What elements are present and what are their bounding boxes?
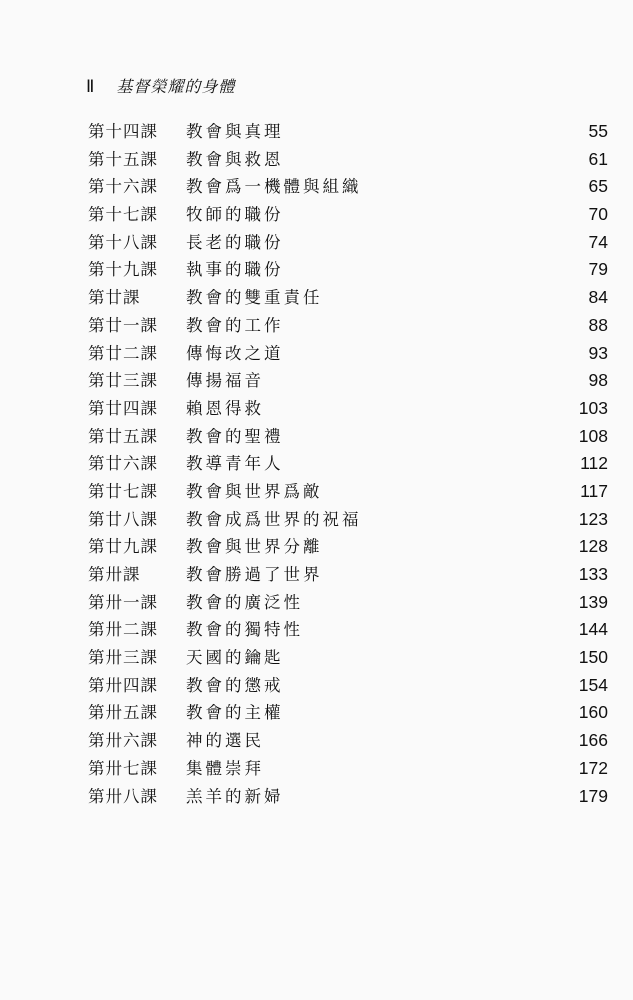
lesson-title: 羔羊的新婦 bbox=[186, 786, 284, 806]
lesson-title: 傳揚福音 bbox=[186, 371, 264, 391]
lesson-title: 執事的職份 bbox=[186, 260, 284, 280]
toc-entry bbox=[88, 340, 608, 368]
page-number: 128 bbox=[578, 536, 608, 557]
page-number: 93 bbox=[588, 342, 608, 363]
lesson-number: 第廿六課 bbox=[88, 454, 158, 474]
lesson-number: 第十九課 bbox=[88, 260, 158, 280]
toc-entry bbox=[88, 589, 608, 617]
toc-entry bbox=[88, 173, 608, 201]
toc-entry bbox=[88, 561, 608, 589]
page-number: 103 bbox=[578, 397, 608, 418]
lesson-number: 第十四課 bbox=[88, 122, 158, 141]
page-number: 79 bbox=[588, 259, 608, 280]
lesson-title: 傳悔改之道 bbox=[186, 343, 284, 363]
toc-entry bbox=[88, 229, 608, 257]
lesson-title: 教會成爲世界的祝福 bbox=[186, 509, 362, 529]
lesson-title: 長老的職份 bbox=[186, 232, 284, 252]
page-number: 179 bbox=[578, 785, 608, 806]
lesson-number: 第廿四課 bbox=[88, 398, 158, 418]
table-of-contents bbox=[88, 118, 608, 810]
page-roman-numeral: Ⅱ bbox=[86, 77, 95, 96]
lesson-number: 第十八課 bbox=[88, 232, 158, 252]
lesson-number: 第廿一課 bbox=[88, 315, 158, 335]
lesson-number: 第廿五課 bbox=[88, 426, 158, 446]
lesson-number: 第卅三課 bbox=[88, 648, 158, 668]
lesson-title: 賴恩得救 bbox=[186, 398, 264, 418]
lesson-title: 教會爲一機體與組織 bbox=[186, 177, 362, 197]
toc-entry bbox=[88, 423, 608, 451]
lesson-number: 第卅五課 bbox=[88, 703, 158, 723]
page-number: 172 bbox=[578, 757, 608, 778]
toc-entry bbox=[88, 755, 608, 783]
page-number: 74 bbox=[588, 231, 608, 252]
toc-entry bbox=[88, 450, 608, 478]
toc-entry bbox=[88, 699, 608, 727]
toc-entry bbox=[88, 367, 608, 395]
page-number: 108 bbox=[578, 425, 608, 446]
toc-entry bbox=[88, 284, 608, 312]
page-number: 150 bbox=[578, 647, 608, 668]
lesson-title: 教會與救恩 bbox=[186, 149, 284, 169]
page-number: 88 bbox=[588, 314, 608, 335]
lesson-number: 第卅六課 bbox=[88, 731, 158, 751]
lesson-title: 神的選民 bbox=[186, 731, 264, 751]
running-header bbox=[86, 74, 235, 97]
lesson-title: 教導青年人 bbox=[186, 454, 284, 474]
page-number: 133 bbox=[578, 564, 608, 584]
toc-entry bbox=[88, 478, 608, 506]
page-number: 112 bbox=[580, 453, 608, 474]
lesson-number: 第卅四課 bbox=[88, 675, 158, 695]
page-number: 139 bbox=[578, 591, 608, 612]
toc-entry bbox=[88, 146, 608, 174]
lesson-title: 牧師的職份 bbox=[186, 205, 284, 225]
lesson-number: 第卅二課 bbox=[88, 620, 158, 640]
lesson-number: 第廿八課 bbox=[88, 509, 158, 529]
book-title: 基督榮耀的身體 bbox=[116, 77, 236, 96]
lesson-number: 第廿九課 bbox=[88, 537, 158, 557]
toc-entry bbox=[88, 201, 608, 229]
lesson-number: 第卅八課 bbox=[88, 786, 158, 806]
toc-entry bbox=[88, 312, 608, 340]
toc-entry bbox=[88, 672, 608, 700]
toc-entry bbox=[88, 256, 608, 284]
page-number: 84 bbox=[588, 287, 608, 308]
page-number: 61 bbox=[588, 148, 608, 169]
lesson-title: 集體崇拜 bbox=[186, 758, 264, 778]
lesson-title: 教會的工作 bbox=[186, 315, 284, 335]
lesson-title: 教會的雙重責任 bbox=[186, 288, 323, 308]
toc-entry bbox=[88, 533, 608, 561]
page-number: 123 bbox=[578, 508, 608, 529]
lesson-number: 第廿七課 bbox=[88, 481, 158, 501]
lesson-title: 教會與世界爲敵 bbox=[186, 481, 323, 501]
toc-entry bbox=[88, 616, 608, 644]
lesson-number: 第十五課 bbox=[88, 149, 158, 169]
toc-entry bbox=[88, 506, 608, 534]
lesson-title: 教會與世界分離 bbox=[186, 537, 323, 557]
lesson-title: 教會與真理 bbox=[186, 122, 284, 141]
page-number: 55 bbox=[588, 121, 608, 141]
lesson-title: 教會的聖禮 bbox=[186, 426, 284, 446]
page-number: 117 bbox=[580, 480, 608, 501]
lesson-title: 教會的廣泛性 bbox=[186, 592, 303, 612]
page-number: 160 bbox=[578, 702, 608, 723]
page-number: 154 bbox=[578, 674, 608, 695]
lesson-title: 教會勝過了世界 bbox=[186, 565, 323, 584]
toc-entry bbox=[88, 118, 608, 146]
lesson-number: 第卅課 bbox=[88, 565, 141, 584]
lesson-title: 教會的懲戒 bbox=[186, 675, 284, 695]
toc-entry bbox=[88, 644, 608, 672]
page-number: 166 bbox=[578, 730, 608, 751]
lesson-number: 第廿二課 bbox=[88, 343, 158, 363]
lesson-number: 第卅七課 bbox=[88, 758, 158, 778]
lesson-number: 第卅一課 bbox=[88, 592, 158, 612]
lesson-title: 天國的鑰匙 bbox=[186, 648, 284, 668]
page-number: 98 bbox=[588, 370, 608, 391]
page-number: 65 bbox=[588, 176, 608, 197]
toc-entry bbox=[88, 783, 608, 811]
lesson-number: 第廿課 bbox=[88, 288, 141, 308]
lesson-number: 第廿三課 bbox=[88, 371, 158, 391]
lesson-title: 教會的主權 bbox=[186, 703, 284, 723]
lesson-number: 第十七課 bbox=[88, 205, 158, 225]
page-number: 70 bbox=[588, 204, 608, 225]
lesson-number: 第十六課 bbox=[88, 177, 158, 197]
toc-entry bbox=[88, 727, 608, 755]
lesson-title: 教會的獨特性 bbox=[186, 620, 303, 640]
page-number: 144 bbox=[578, 619, 608, 640]
toc-entry bbox=[88, 395, 608, 423]
